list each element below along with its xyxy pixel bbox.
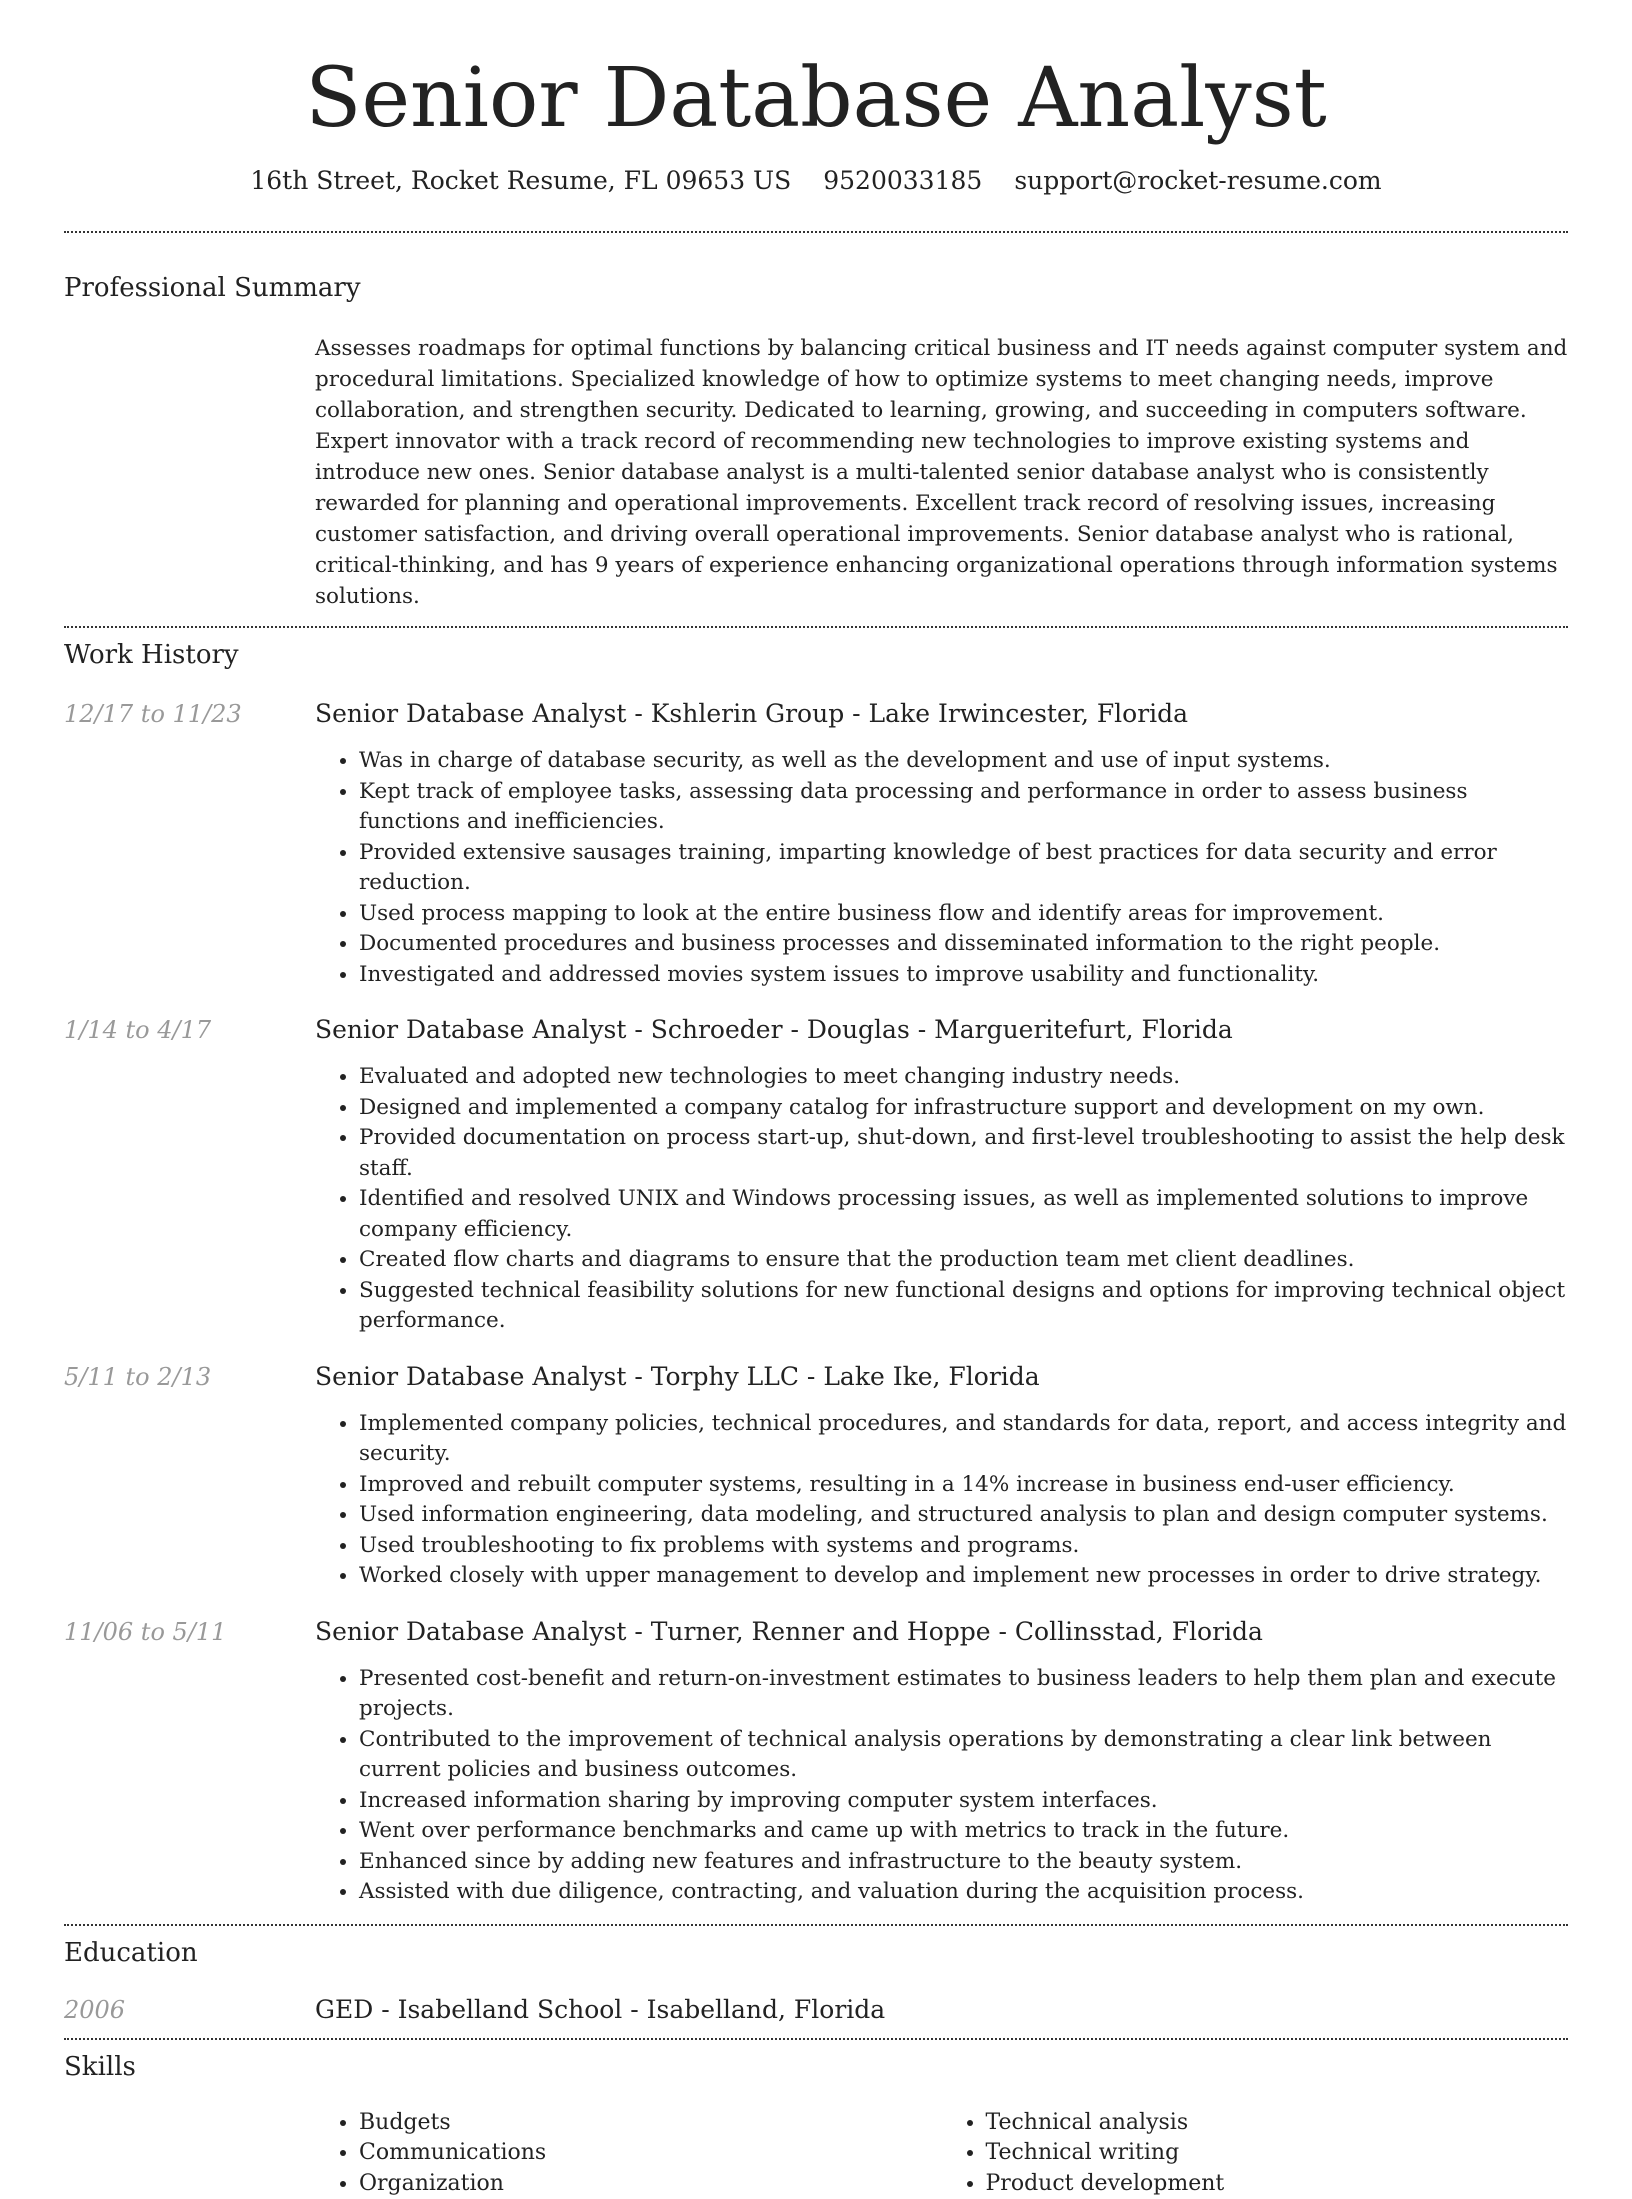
- job-title: Senior Database Analyst - Schroeder - Douglas - Margueritefurt, Florida: [315, 1015, 1233, 1045]
- job-bullet: • Assisted with due diligence, contracting, and valuation during the acquisition process.: [359, 1877, 1568, 1908]
- education-text: GED - Isabelland School - Isabelland, Florida: [315, 1994, 886, 2024]
- job-bullet: • Enhanced since by adding new features and infrastructure to the beauty system.: [359, 1847, 1568, 1878]
- job-bullet: • Evaluated and adopted new technologies to meet changing industry needs.: [359, 1062, 1568, 1093]
- skill-item: • Budgets: [359, 2108, 942, 2139]
- job-bullets: [315, 1062, 1568, 1337]
- skill-item: • Technical analysis: [986, 2108, 1569, 2139]
- work-history-section: [0, 628, 1632, 1926]
- education-entry: [64, 1994, 1568, 2026]
- job-bullet: • Identified and resolved UNIX and Windows processing issues, as well as implemented solutions to improve company efficiency.: [359, 1184, 1568, 1245]
- job-bullet: • Kept track of employee tasks, assessing data processing and performance in order to assess business functions and inefficiencies.: [359, 777, 1568, 838]
- contact-email: support@rocket-resume.com: [1014, 166, 1382, 196]
- job-dates: 11/06 to 5/11: [64, 1617, 227, 1646]
- job-title: Senior Database Analyst - Torphy LLC - Lake Ike, Florida: [315, 1361, 1040, 1391]
- skills-column-left: [315, 2108, 942, 2199]
- job-dates: 12/17 to 11/23: [64, 700, 242, 729]
- summary-text: Assesses roadmaps for optimal functions by balancing critical business and IT needs against computer system and procedural limitations. Specialized knowledge of how to optimize systems to meet changing needs, improve collaboration, and strengthen security. Dedicated to learning, growing, and succeeding in computers software. Expert innovator with a track record of recommending new technologies to improve existing systems and introduce new ones. Senior database analyst is a multi-talented senior database analyst who is consistently rewarded for planning and operational improvements. Excellent track record of resolving issues, increasing customer satisfaction, and driving overall operational improvements. Senior database analyst who is rational, critical-thinking, and has 9 years of experience enhancing organizational operations through information systems solutions.: [315, 336, 1568, 610]
- job-body: [315, 698, 1568, 990]
- skills-grid: [315, 2108, 1568, 2199]
- skill-item: • Organization: [359, 2169, 942, 2199]
- job-list: [0, 698, 1632, 1908]
- job-bullet: • Contributed to the improvement of technical analysis operations by demonstrating a clear link between current policies and business outcomes.: [359, 1725, 1568, 1786]
- contact-phone: 9520033185: [823, 166, 983, 196]
- summary-section: [0, 233, 1632, 612]
- job-entry: [64, 1361, 1568, 1592]
- job-bullet: • Improved and rebuilt computer systems, resulting in a 14% increase in business end-user efficiency.: [359, 1470, 1568, 1501]
- summary-title: Professional Summary: [64, 273, 361, 304]
- job-body: [315, 1014, 1568, 1337]
- contact-line: [0, 166, 1632, 195]
- job-bullet: • Documented procedures and business processes and disseminated information to the right people.: [359, 929, 1568, 960]
- job-title: Senior Database Analyst - Turner, Renner and Hoppe - Collinsstad, Florida: [315, 1616, 1263, 1646]
- job-bullets: [315, 1409, 1568, 1592]
- job-bullet: • Used process mapping to look at the entire business flow and identify areas for improvement.: [359, 899, 1568, 930]
- job-bullet: • Presented cost-benefit and return-on-investment estimates to business leaders to help them plan and execute projects.: [359, 1664, 1568, 1725]
- job-bullet: • Went over performance benchmarks and came up with metrics to track in the future.: [359, 1816, 1568, 1847]
- job-entry: [64, 1616, 1568, 1908]
- job-bullet: • Suggested technical feasibility solutions for new functional designs and options for improving technical object performance.: [359, 1276, 1568, 1337]
- job-bullets: [315, 1664, 1568, 1908]
- job-bullet: • Used information engineering, data modeling, and structured analysis to plan and design computer systems.: [359, 1500, 1568, 1531]
- skill-item: • Technical writing: [986, 2138, 1569, 2169]
- job-bullet: • Provided extensive sausages training, imparting knowledge of best practices for data security and error reduction.: [359, 838, 1568, 899]
- job-title: Senior Database Analyst - Kshlerin Group - Lake Irwincester, Florida: [315, 699, 1189, 729]
- resume-header: [0, 0, 1632, 195]
- job-bullet: • Worked closely with upper management to develop and implement new processes in order to drive strategy.: [359, 1561, 1568, 1592]
- education-year: 2006: [64, 1995, 126, 2024]
- education-title: Education: [64, 1937, 198, 1968]
- job-entry: [64, 1014, 1568, 1337]
- job-bullet: • Designed and implemented a company catalog for infrastructure support and development on my own.: [359, 1093, 1568, 1124]
- skill-item: • Communications: [359, 2138, 942, 2169]
- job-dates: 5/11 to 2/13: [64, 1362, 212, 1391]
- job-bullet: • Provided documentation on process start-up, shut-down, and first-level troubleshooting to assist the help desk staff.: [359, 1123, 1568, 1184]
- job-bullet: • Increased information sharing by improving computer system interfaces.: [359, 1786, 1568, 1817]
- skills-section: [0, 2040, 1632, 2199]
- job-entry: [64, 698, 1568, 990]
- job-bullet: • Implemented company policies, technical procedures, and standards for data, report, and access integrity and security.: [359, 1409, 1568, 1470]
- job-body: [315, 1361, 1568, 1592]
- job-bullet: • Created flow charts and diagrams to ensure that the production team met client deadlines.: [359, 1245, 1568, 1276]
- job-dates: 1/14 to 4/17: [64, 1016, 212, 1045]
- contact-address: 16th Street, Rocket Resume, FL 09653 US: [250, 166, 792, 196]
- job-body: [315, 1616, 1568, 1908]
- job-bullet: • Was in charge of database security, as well as the development and use of input systems.: [359, 746, 1568, 777]
- education-section: [0, 1926, 1632, 2026]
- job-bullet: • Investigated and addressed movies system issues to improve usability and functionality.: [359, 960, 1568, 991]
- skill-item: • Product development: [986, 2169, 1569, 2199]
- job-bullets: [315, 746, 1568, 990]
- candidate-name: Senior Database Analyst: [305, 51, 1327, 146]
- skills-title: Skills: [64, 2051, 136, 2082]
- job-bullet: • Used troubleshooting to fix problems with systems and programs.: [359, 1531, 1568, 1562]
- skills-column-right: [942, 2108, 1569, 2199]
- work-history-title: Work History: [64, 640, 239, 671]
